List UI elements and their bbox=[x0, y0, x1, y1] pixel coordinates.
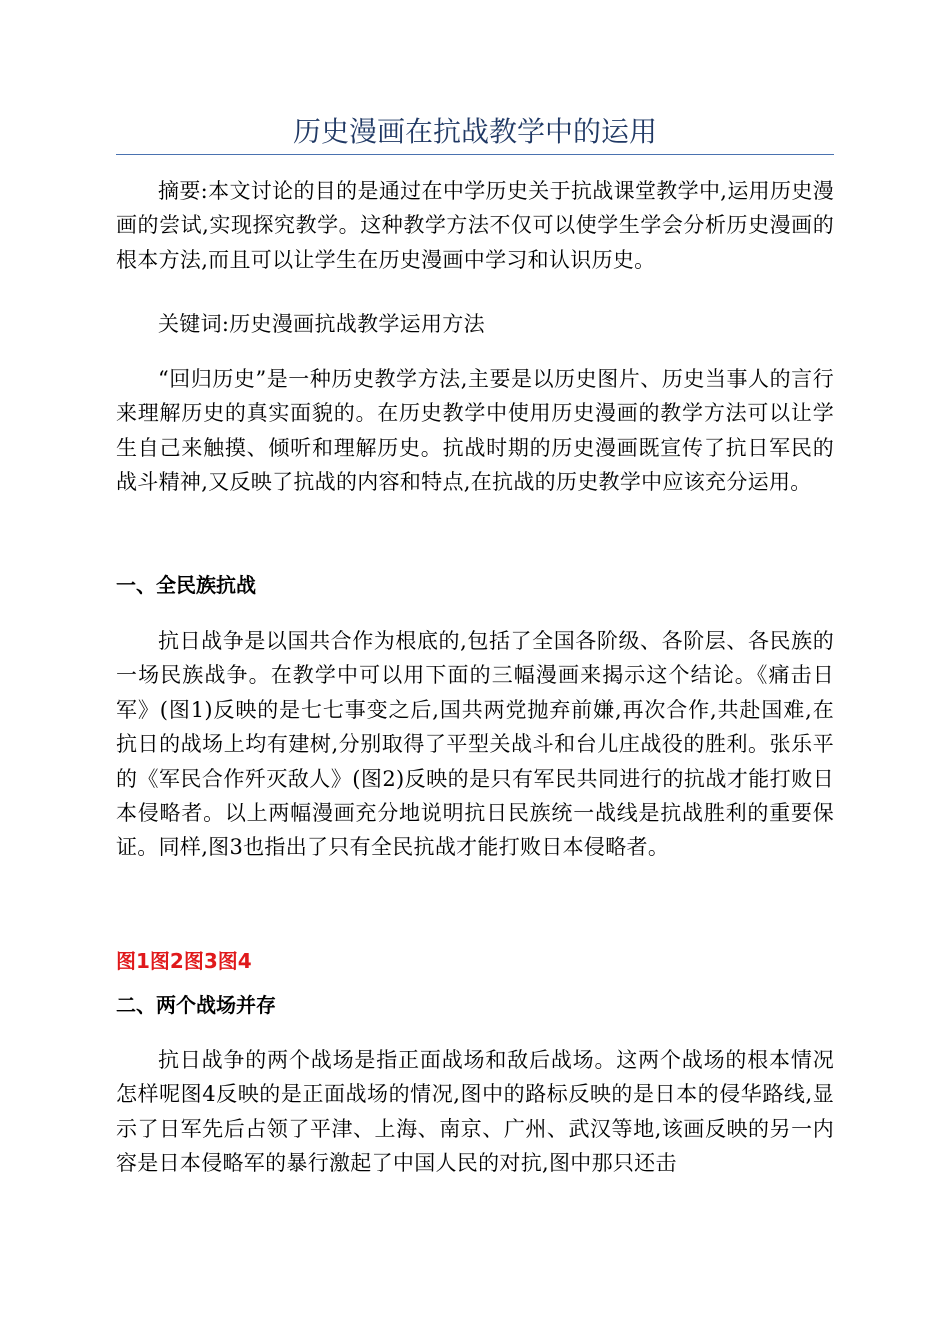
intro-block bbox=[116, 362, 834, 500]
keywords-block bbox=[116, 307, 834, 341]
abstract-paragraph: 摘要:本文讨论的目的是通过在中学历史关于抗战课堂教学中,运用历史漫画的尝试,实现探究教学。这种教学方法不仅可以使学生学会分析历史漫画的根本方法,而且可以让学生在历史漫画中学习和认识历史。 bbox=[116, 179, 834, 272]
section-heading: 一、全民族抗战 bbox=[116, 573, 256, 597]
figure-labels-block bbox=[116, 946, 834, 976]
keywords-paragraph: 关键词:历史漫画抗战教学运用方法 bbox=[158, 312, 485, 336]
section2-body-block bbox=[116, 1043, 834, 1181]
title-underline bbox=[116, 154, 834, 155]
section1-body-block bbox=[116, 624, 834, 865]
section1-heading-block bbox=[116, 570, 834, 600]
section2-paragraph: 抗日战争的两个战场是指正面战场和敌后战场。这两个战场的根本情况怎样呢图4反映的是正面战场的情况,图中的路标反映的是日本的侵华路线,显示了日军先后占领了平津、上海、南京、广州、武汉等地,该画反映的另一内容是日本侵略军的暴行激起了中国人民的对抗,图中那只还击 bbox=[116, 1048, 834, 1176]
section-heading: 二、两个战场并存 bbox=[116, 993, 276, 1017]
abstract-block bbox=[116, 174, 834, 277]
figure-labels: 图1图2图3图4 bbox=[116, 949, 252, 973]
section2-heading-block bbox=[116, 990, 834, 1020]
section1-paragraph: 抗日战争是以国共合作为根底的,包括了全国各阶级、各阶层、各民族的一场民族战争。在教学中可以用下面的三幅漫画来揭示这个结论。《痛击日军》(图1)反映的是七七事变之后,国共两党抛弃前嫌,再次合作,共赴国难,在抗日的战场上均有建树,分别取得了平型关战斗和台儿庄战役的胜利。张乐平的《军民合作歼灭敌人》(图2)反映的是只有军民共同进行的抗战才能打败日本侵略者。以上两幅漫画充分地说明抗日民族统一战线是抗战胜利的重要保证。同样,图3也指出了只有全民抗战才能打败日本侵略者。 bbox=[116, 629, 834, 860]
intro-paragraph: “回归历史”是一种历史教学方法,主要是以历史图片、历史当事人的言行来理解历史的真实面貌的。在历史教学中使用历史漫画的教学方法可以让学生自己来触摸、倾听和理解历史。抗战时期的历史漫画既宣传了抗日军民的战斗精神,又反映了抗战的内容和特点,在抗战的历史教学中应该充分运用。 bbox=[116, 367, 834, 495]
document-title: 历史漫画在抗战教学中的运用 bbox=[292, 115, 657, 148]
